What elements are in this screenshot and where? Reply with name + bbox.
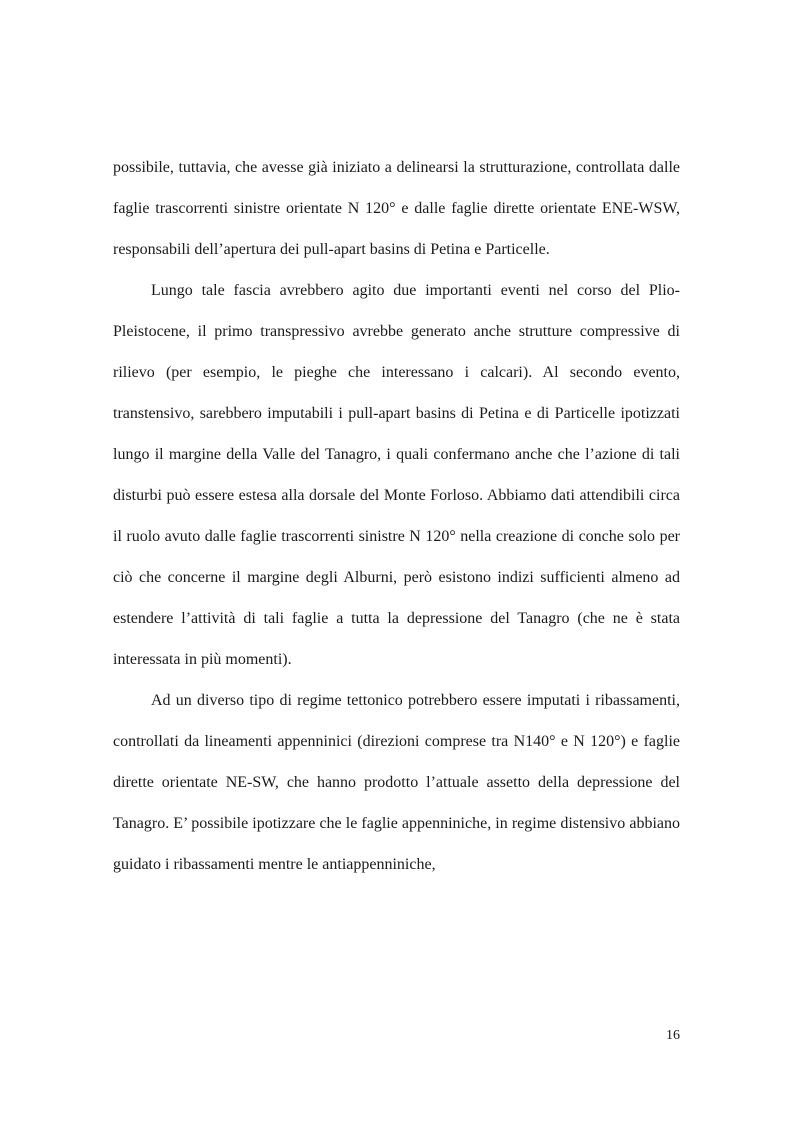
paragraph-2: Lungo tale fascia avrebbero agito due importanti eventi nel corso del Plio-Pleistocene, il primo transpressivo avrebbe generato anche strutture compressive di rilievo (per esempio, le pieghe che interessano i calcari). Al secondo evento, transtensivo, sarebbero imputabili i pull-apart basins di Petina e di Particelle ipotizzati lungo il margine della Valle del Tanagro, i quali confermano anche che l’azione di tali disturbi può essere estesa alla dorsale del Monte Forloso. Abbiamo dati attendibili circa il ruolo avuto dalle faglie trascorrenti sinistre N 120° nella creazione di conche solo per ciò che concerne il margine degli Alburni, però esistono indizi sufficienti almeno ad estendere l’attività di tali faglie a tutta la depressione del Tanagro (che ne è stata interessata in più momenti). [113, 282, 680, 668]
paragraph-3: Ad un diverso tipo di regime tettonico potrebbero essere imputati i ribassamenti, controllati da lineamenti appenninici (direzioni comprese tra N140° e N 120°) e faglie dirette orientate NE-SW, che hanno prodotto l’attuale assetto della depressione del Tanagro. E’ possibile ipotizzare che le faglie appenniniche, in regime distensivo abbiano guidato i ribassamenti mentre le antiappenniniche, [113, 692, 680, 873]
body-text [113, 147, 680, 885]
page-number: 16 [666, 1028, 680, 1043]
paragraph-1: possibile, tuttavia, che avesse già iniziato a delinearsi la strutturazione, controllata dalle faglie trascorrenti sinistre orientate N 120° e dalle faglie dirette orientate ENE-WSW, responsabili dell’apertura dei pull-apart basins di Petina e Particelle. [113, 159, 680, 258]
